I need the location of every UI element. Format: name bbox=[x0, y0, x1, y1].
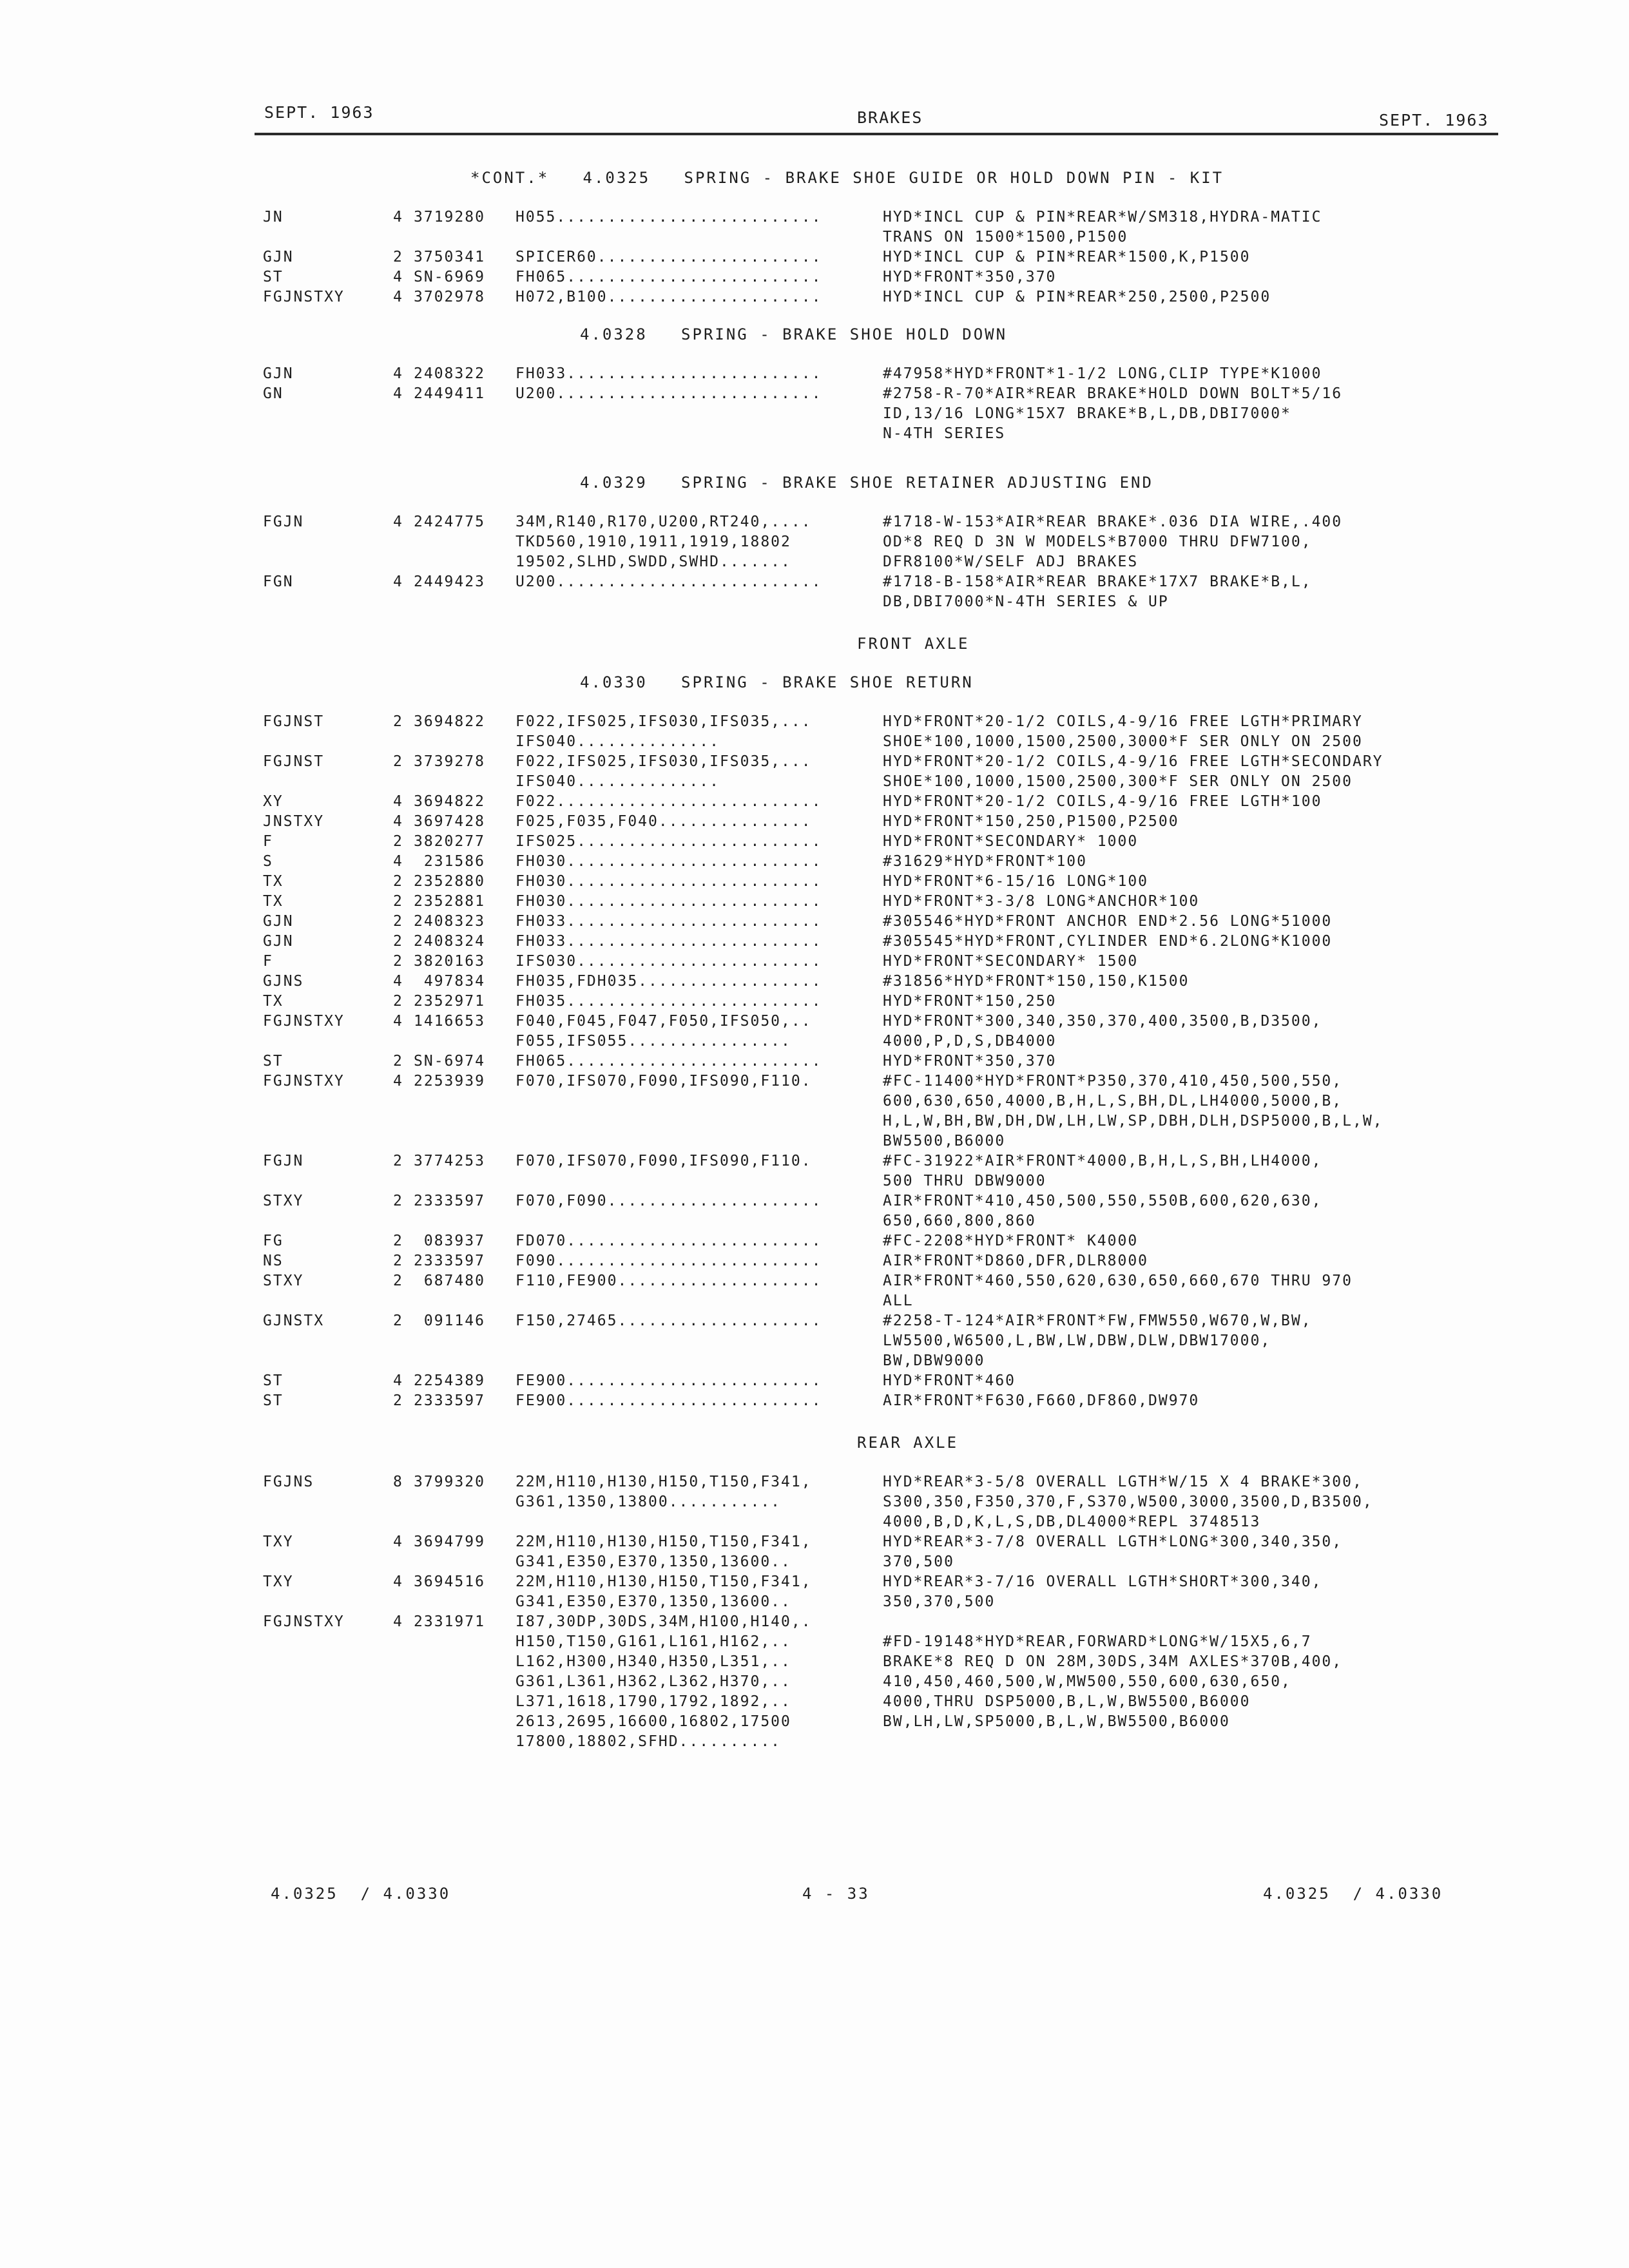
part-description: #1718-W-153*AIR*REAR BRAKE*.036 DIA WIRE,.400 OD*8 REQ D 3N W MODELS*B7000 THRU DFW7100, DFR8100*W/SELF ADJ BRAKES bbox=[883, 514, 1343, 570]
part-number: 2449411 bbox=[414, 385, 485, 402]
model-codes: ST bbox=[263, 1392, 284, 1409]
quantity: 2 bbox=[393, 1312, 403, 1329]
part-number: 3739278 bbox=[414, 753, 485, 770]
quantity: 2 bbox=[393, 713, 403, 730]
quantity: 4 bbox=[393, 269, 403, 285]
quantity: 4 bbox=[393, 289, 403, 305]
part-description: AIR*FRONT*D860,DFR,DLR8000 bbox=[883, 1253, 1149, 1269]
table-row bbox=[0, 1612, 1629, 1752]
model-list: FH035,FDH035.................. bbox=[516, 973, 822, 990]
part-number: SN-6974 bbox=[414, 1053, 485, 1070]
part-description: #FD-19148*HYD*REAR,FORWARD*LONG*W/15X5,6,7 BRAKE*8 REQ D ON 28M,30DS,34M AXLES*370B,400, 410,450,460,500,W,MW500,550,600,630,650, 4000,THRU DSP5000,B,L,W,BW5500,B6000 BW,LH,LW,SP5000,B,L,W,BW5500,B6000 bbox=[883, 1633, 1343, 1730]
model-list: IFS025........................ bbox=[516, 833, 822, 850]
part-number: 3820163 bbox=[414, 953, 485, 970]
model-codes: FGJNSTXY bbox=[263, 1073, 345, 1090]
model-codes: FG bbox=[263, 1233, 284, 1249]
model-codes: TX bbox=[263, 993, 284, 1010]
part-number: 231586 bbox=[414, 853, 485, 870]
part-description: HYD*REAR*3-7/8 OVERALL LGTH*LONG*300,340,350, 370,500 bbox=[883, 1533, 1343, 1570]
part-number: 1416653 bbox=[414, 1013, 485, 1030]
table-row bbox=[0, 1271, 1629, 1311]
quantity: 2 bbox=[393, 953, 403, 970]
model-codes: GN bbox=[263, 385, 284, 402]
model-list: IFS030........................ bbox=[516, 953, 822, 970]
table-row bbox=[0, 1572, 1629, 1612]
part-number: 2408323 bbox=[414, 913, 485, 930]
table-row bbox=[0, 872, 1629, 892]
model-codes: ST bbox=[263, 1053, 284, 1070]
model-codes: GJNSTX bbox=[263, 1312, 325, 1329]
model-list: FE900......................... bbox=[516, 1392, 822, 1409]
part-description: HYD*FRONT*SECONDARY* 1000 bbox=[883, 833, 1139, 850]
part-description: #1718-B-158*AIR*REAR BRAKE*17X7 BRAKE*B,L, DB,DBI7000*N-4TH SERIES & UP bbox=[883, 573, 1312, 610]
part-number: 2333597 bbox=[414, 1253, 485, 1269]
part-number: 3694822 bbox=[414, 713, 485, 730]
part-description: HYD*INCL CUP & PIN*REAR*250,2500,P2500 bbox=[883, 289, 1271, 305]
model-list: F022.......................... bbox=[516, 793, 822, 810]
part-description: HYD*FRONT*150,250 bbox=[883, 993, 1057, 1010]
part-description: #FC-31922*AIR*FRONT*4000,B,H,L,S,BH,LH4000, 500 THRU DBW9000 bbox=[883, 1153, 1322, 1189]
model-codes: F bbox=[263, 953, 273, 970]
part-number: 2352880 bbox=[414, 873, 485, 890]
quantity: 2 bbox=[393, 1253, 403, 1269]
table-row bbox=[0, 364, 1629, 384]
model-list: FH033......................... bbox=[516, 933, 822, 950]
quantity: 8 bbox=[393, 1474, 403, 1490]
model-list: FH033......................... bbox=[516, 913, 822, 930]
quantity: 4 bbox=[393, 793, 403, 810]
table-row bbox=[0, 1371, 1629, 1391]
part-description: HYD*FRONT*20-1/2 COILS,4-9/16 FREE LGTH*100 bbox=[883, 793, 1322, 810]
header-section-title: BRAKES bbox=[857, 108, 923, 127]
part-description: HYD*FRONT*SECONDARY* 1500 bbox=[883, 953, 1139, 970]
table-row bbox=[0, 1012, 1629, 1052]
model-codes: NS bbox=[263, 1253, 284, 1269]
axle-heading: FRONT AXLE bbox=[857, 635, 970, 653]
table-row bbox=[0, 812, 1629, 832]
part-number: 3750341 bbox=[414, 249, 485, 265]
header-rule bbox=[255, 133, 1498, 135]
footer-page-number: 4 - 33 bbox=[802, 1885, 870, 1903]
quantity: 2 bbox=[393, 933, 403, 950]
model-codes: ST bbox=[263, 1372, 284, 1389]
model-codes: STXY bbox=[263, 1273, 304, 1289]
model-list: FH065......................... bbox=[516, 269, 822, 285]
part-description: #31856*HYD*FRONT*150,150,K1500 bbox=[883, 973, 1190, 990]
part-description: HYD*INCL CUP & PIN*REAR*1500,K,P1500 bbox=[883, 249, 1251, 265]
model-codes: GJN bbox=[263, 933, 294, 950]
part-description: #FC-2208*HYD*FRONT* K4000 bbox=[883, 1233, 1139, 1249]
part-number: 3694799 bbox=[414, 1533, 485, 1550]
model-codes: JNSTXY bbox=[263, 813, 325, 830]
section-title: 4.0329 SPRING - BRAKE SHOE RETAINER ADJUSTING END bbox=[580, 474, 1153, 492]
quantity: 4 bbox=[393, 1613, 403, 1630]
quantity: 2 bbox=[393, 1233, 403, 1249]
table-row bbox=[0, 932, 1629, 952]
part-description: HYD*FRONT*460 bbox=[883, 1372, 1016, 1389]
table-row bbox=[0, 1052, 1629, 1072]
part-description: AIR*FRONT*460,550,620,630,650,660,670 THRU 970 ALL bbox=[883, 1273, 1353, 1309]
model-list: FH035......................... bbox=[516, 993, 822, 1010]
model-list: U200.......................... bbox=[516, 573, 822, 590]
part-description: #47958*HYD*FRONT*1-1/2 LONG,CLIP TYPE*K1000 bbox=[883, 365, 1322, 382]
quantity: 2 bbox=[393, 753, 403, 770]
part-number: 3820277 bbox=[414, 833, 485, 850]
table-row bbox=[0, 512, 1629, 572]
table-row bbox=[0, 892, 1629, 912]
footer-left-index: 4.0325 / 4.0330 bbox=[271, 1885, 451, 1903]
table-row bbox=[0, 912, 1629, 932]
header-left-date: SEPT. 1963 bbox=[264, 103, 374, 122]
part-number: 2352971 bbox=[414, 993, 485, 1010]
part-description: #2758-R-70*AIR*REAR BRAKE*HOLD DOWN BOLT*5/16 ID,13/16 LONG*15X7 BRAKE*B,L,DB,DBI7000* N-4TH SERIES bbox=[883, 385, 1343, 442]
model-codes: S bbox=[263, 853, 273, 870]
model-codes: TX bbox=[263, 893, 284, 910]
quantity: 2 bbox=[393, 1392, 403, 1409]
table-row bbox=[0, 1191, 1629, 1231]
model-codes: FGJNSTXY bbox=[263, 1013, 345, 1030]
table-row bbox=[0, 1311, 1629, 1371]
part-description: #2258-T-124*AIR*FRONT*FW,FMW550,W670,W,BW, LW5500,W6500,L,BW,LW,DBW,DLW,DBW17000, BW,DBW9000 bbox=[883, 1312, 1312, 1369]
section-title: 4.0328 SPRING - BRAKE SHOE HOLD DOWN bbox=[580, 325, 1008, 343]
part-description: HYD*FRONT*350,370 bbox=[883, 269, 1057, 285]
part-number: 3719280 bbox=[414, 209, 485, 226]
part-number: 3799320 bbox=[414, 1474, 485, 1490]
quantity: 4 bbox=[393, 973, 403, 990]
table-row bbox=[0, 1151, 1629, 1191]
part-number: 497834 bbox=[414, 973, 485, 990]
model-codes: STXY bbox=[263, 1193, 304, 1209]
table-row bbox=[0, 384, 1629, 444]
part-number: 2333597 bbox=[414, 1392, 485, 1409]
model-list: 22M,H110,H130,H150,T150,F341, G361,1350,13800........... bbox=[516, 1474, 812, 1510]
table-row bbox=[0, 287, 1629, 307]
part-description: HYD*FRONT*3-3/8 LONG*ANCHOR*100 bbox=[883, 893, 1200, 910]
model-codes: GJN bbox=[263, 249, 294, 265]
quantity: 4 bbox=[393, 1372, 403, 1389]
part-number: 687480 bbox=[414, 1273, 485, 1289]
table-row bbox=[0, 752, 1629, 792]
part-number: 3694516 bbox=[414, 1573, 485, 1590]
quantity: 2 bbox=[393, 249, 403, 265]
model-list: F070,F090..................... bbox=[516, 1193, 822, 1209]
quantity: 4 bbox=[393, 1573, 403, 1590]
part-description: HYD*FRONT*150,250,P1500,P2500 bbox=[883, 813, 1179, 830]
part-number: 3694822 bbox=[414, 793, 485, 810]
model-list: F022,IFS025,IFS030,IFS035,... IFS040.............. bbox=[516, 753, 812, 790]
table-row bbox=[0, 1231, 1629, 1251]
quantity: 2 bbox=[393, 1193, 403, 1209]
table-row bbox=[0, 247, 1629, 267]
model-codes: FGN bbox=[263, 573, 294, 590]
table-row bbox=[0, 1072, 1629, 1151]
model-list: 22M,H110,H130,H150,T150,F341, G341,E350,E370,1350,13600.. bbox=[516, 1533, 812, 1570]
table-row bbox=[0, 852, 1629, 872]
part-number: SN-6969 bbox=[414, 269, 485, 285]
model-list: H055.......................... bbox=[516, 209, 822, 226]
model-codes: ST bbox=[263, 269, 284, 285]
header-right-date: SEPT. 1963 bbox=[1379, 111, 1489, 130]
part-description: AIR*FRONT*410,450,500,550,550B,600,620,630, 650,660,800,860 bbox=[883, 1193, 1322, 1229]
part-description: #31629*HYD*FRONT*100 bbox=[883, 853, 1087, 870]
model-codes: FGJNS bbox=[263, 1474, 314, 1490]
model-codes: GJN bbox=[263, 913, 294, 930]
quantity: 4 bbox=[393, 1013, 403, 1030]
part-number: 3774253 bbox=[414, 1153, 485, 1169]
model-list: 22M,H110,H130,H150,T150,F341, G341,E350,E370,1350,13600.. bbox=[516, 1573, 812, 1610]
part-number: 3697428 bbox=[414, 813, 485, 830]
quantity: 4 bbox=[393, 514, 403, 530]
table-row bbox=[0, 1251, 1629, 1271]
part-number: 2352881 bbox=[414, 893, 485, 910]
part-number: 2254389 bbox=[414, 1372, 485, 1389]
part-description: #FC-11400*HYD*FRONT*P350,370,410,450,500,550, 600,630,650,4000,B,H,L,S,BH,DL,LH4000,5000,B, H,L,W,BH,BW,DH,DW,LH,LW,SP,DBH,DLH,DSP5000,B,L,W, BW5500,B6000 bbox=[883, 1073, 1383, 1149]
part-description: HYD*REAR*3-5/8 OVERALL LGTH*W/15 X 4 BRAKE*300, S300,350,F350,370,F,S370,W500,3000,3500,D,B3500, 4000,B,D,K,L,S,DB,DL4000*REPL 3748513 bbox=[883, 1474, 1373, 1530]
part-description: #305546*HYD*FRONT ANCHOR END*2.56 LONG*51000 bbox=[883, 913, 1333, 930]
model-codes: FGJN bbox=[263, 1153, 304, 1169]
table-row bbox=[0, 952, 1629, 972]
quantity: 4 bbox=[393, 209, 403, 226]
quantity: 4 bbox=[393, 813, 403, 830]
part-number: 091146 bbox=[414, 1312, 485, 1329]
table-row bbox=[0, 207, 1629, 247]
part-number: 083937 bbox=[414, 1233, 485, 1249]
model-list: F040,F045,F047,F050,IFS050,.. F055,IFS055................ bbox=[516, 1013, 812, 1050]
model-list: F150,27465.................... bbox=[516, 1312, 822, 1329]
model-list: FH030......................... bbox=[516, 893, 822, 910]
model-list: H072,B100..................... bbox=[516, 289, 822, 305]
quantity: 2 bbox=[393, 893, 403, 910]
model-codes: FGJNST bbox=[263, 713, 325, 730]
model-codes: FGJNSTXY bbox=[263, 1613, 345, 1630]
model-list: 34M,R140,R170,U200,RT240,.... TKD560,1910,1911,1919,18802 19502,SLHD,SWDD,SWHD....... bbox=[516, 514, 812, 570]
table-row bbox=[0, 712, 1629, 752]
part-description: HYD*FRONT*6-15/16 LONG*100 bbox=[883, 873, 1149, 890]
quantity: 2 bbox=[393, 993, 403, 1010]
table-row bbox=[0, 992, 1629, 1012]
table-row bbox=[0, 832, 1629, 852]
model-codes: FGJNSTXY bbox=[263, 289, 345, 305]
model-codes: TXY bbox=[263, 1573, 294, 1590]
quantity: 4 bbox=[393, 365, 403, 382]
quantity: 4 bbox=[393, 573, 403, 590]
part-number: 2408324 bbox=[414, 933, 485, 950]
quantity: 4 bbox=[393, 1533, 403, 1550]
part-description: AIR*FRONT*F630,F660,DF860,DW970 bbox=[883, 1392, 1200, 1409]
quantity: 2 bbox=[393, 1053, 403, 1070]
section-title: 4.0330 SPRING - BRAKE SHOE RETURN bbox=[580, 673, 974, 691]
quantity: 2 bbox=[393, 1153, 403, 1169]
model-list: SPICER60...................... bbox=[516, 249, 822, 265]
model-list: F070,IFS070,F090,IFS090,F110. bbox=[516, 1153, 812, 1169]
quantity: 2 bbox=[393, 913, 403, 930]
quantity: 4 bbox=[393, 1073, 403, 1090]
model-codes: F bbox=[263, 833, 273, 850]
model-list: F070,IFS070,F090,IFS090,F110. bbox=[516, 1073, 812, 1090]
quantity: 2 bbox=[393, 833, 403, 850]
section-title: *CONT.* 4.0325 SPRING - BRAKE SHOE GUIDE OR HOLD DOWN PIN - KIT bbox=[470, 169, 1224, 187]
table-row bbox=[0, 1532, 1629, 1572]
model-list: FH065......................... bbox=[516, 1053, 822, 1070]
model-list: F090.......................... bbox=[516, 1253, 822, 1269]
table-row bbox=[0, 1472, 1629, 1532]
part-number: 2408322 bbox=[414, 365, 485, 382]
quantity: 2 bbox=[393, 1273, 403, 1289]
model-codes: TX bbox=[263, 873, 284, 890]
model-list: FE900......................... bbox=[516, 1372, 822, 1389]
model-codes: TXY bbox=[263, 1533, 294, 1550]
model-codes: JN bbox=[263, 209, 284, 226]
model-codes: XY bbox=[263, 793, 284, 810]
table-row bbox=[0, 1391, 1629, 1411]
part-number: 2253939 bbox=[414, 1073, 485, 1090]
quantity: 4 bbox=[393, 853, 403, 870]
part-number: 2449423 bbox=[414, 573, 485, 590]
model-list: F110,FE900.................... bbox=[516, 1273, 822, 1289]
table-row bbox=[0, 572, 1629, 612]
model-codes: GJNS bbox=[263, 973, 304, 990]
model-list: FH033......................... bbox=[516, 365, 822, 382]
table-row bbox=[0, 792, 1629, 812]
part-description: #305545*HYD*FRONT,CYLINDER END*6.2LONG*K1000 bbox=[883, 933, 1333, 950]
table-row bbox=[0, 267, 1629, 287]
table-row bbox=[0, 972, 1629, 992]
part-description: HYD*FRONT*20-1/2 COILS,4-9/16 FREE LGTH*PRIMARY SHOE*100,1000,1500,2500,3000*F SER ONLY ON 2500 bbox=[883, 713, 1363, 750]
part-number: 2333597 bbox=[414, 1193, 485, 1209]
part-description: HYD*FRONT*20-1/2 COILS,4-9/16 FREE LGTH*SECONDARY SHOE*100,1000,1500,2500,300*F SER ONLY ON 2500 bbox=[883, 753, 1383, 790]
part-description: HYD*REAR*3-7/16 OVERALL LGTH*SHORT*300,340, 350,370,500 bbox=[883, 1573, 1322, 1610]
model-list: FH030......................... bbox=[516, 853, 822, 870]
footer-right-index: 4.0325 / 4.0330 bbox=[1263, 1885, 1443, 1903]
quantity: 2 bbox=[393, 873, 403, 890]
part-description: HYD*FRONT*300,340,350,370,400,3500,B,D3500, 4000,P,D,S,DB4000 bbox=[883, 1013, 1322, 1050]
model-list: F025,F035,F040............... bbox=[516, 813, 812, 830]
model-list: FD070......................... bbox=[516, 1233, 822, 1249]
part-number: 3702978 bbox=[414, 289, 485, 305]
part-description: HYD*FRONT*350,370 bbox=[883, 1053, 1057, 1070]
model-list: F022,IFS025,IFS030,IFS035,... IFS040.............. bbox=[516, 713, 812, 750]
axle-heading: REAR AXLE bbox=[857, 1434, 959, 1452]
model-codes: FGJNST bbox=[263, 753, 325, 770]
model-codes: FGJN bbox=[263, 514, 304, 530]
model-list: I87,30DP,30DS,34M,H100,H140,. H150,T150,G161,L161,H162,.. L162,H300,H340,H350,L351,.. G361,L361,H362,L362,H370,.. L371,1618,1790,1792,1892,.. 2613,2695,16600,16802,17500 17800,18802,SFHD.......... bbox=[516, 1613, 812, 1750]
model-list: U200.......................... bbox=[516, 385, 822, 402]
part-number: 2331971 bbox=[414, 1613, 485, 1630]
quantity: 4 bbox=[393, 385, 403, 402]
part-number: 2424775 bbox=[414, 514, 485, 530]
model-list: FH030......................... bbox=[516, 873, 822, 890]
model-codes: GJN bbox=[263, 365, 294, 382]
part-description: HYD*INCL CUP & PIN*REAR*W/SM318,HYDRA-MATIC TRANS ON 1500*1500,P1500 bbox=[883, 209, 1322, 245]
